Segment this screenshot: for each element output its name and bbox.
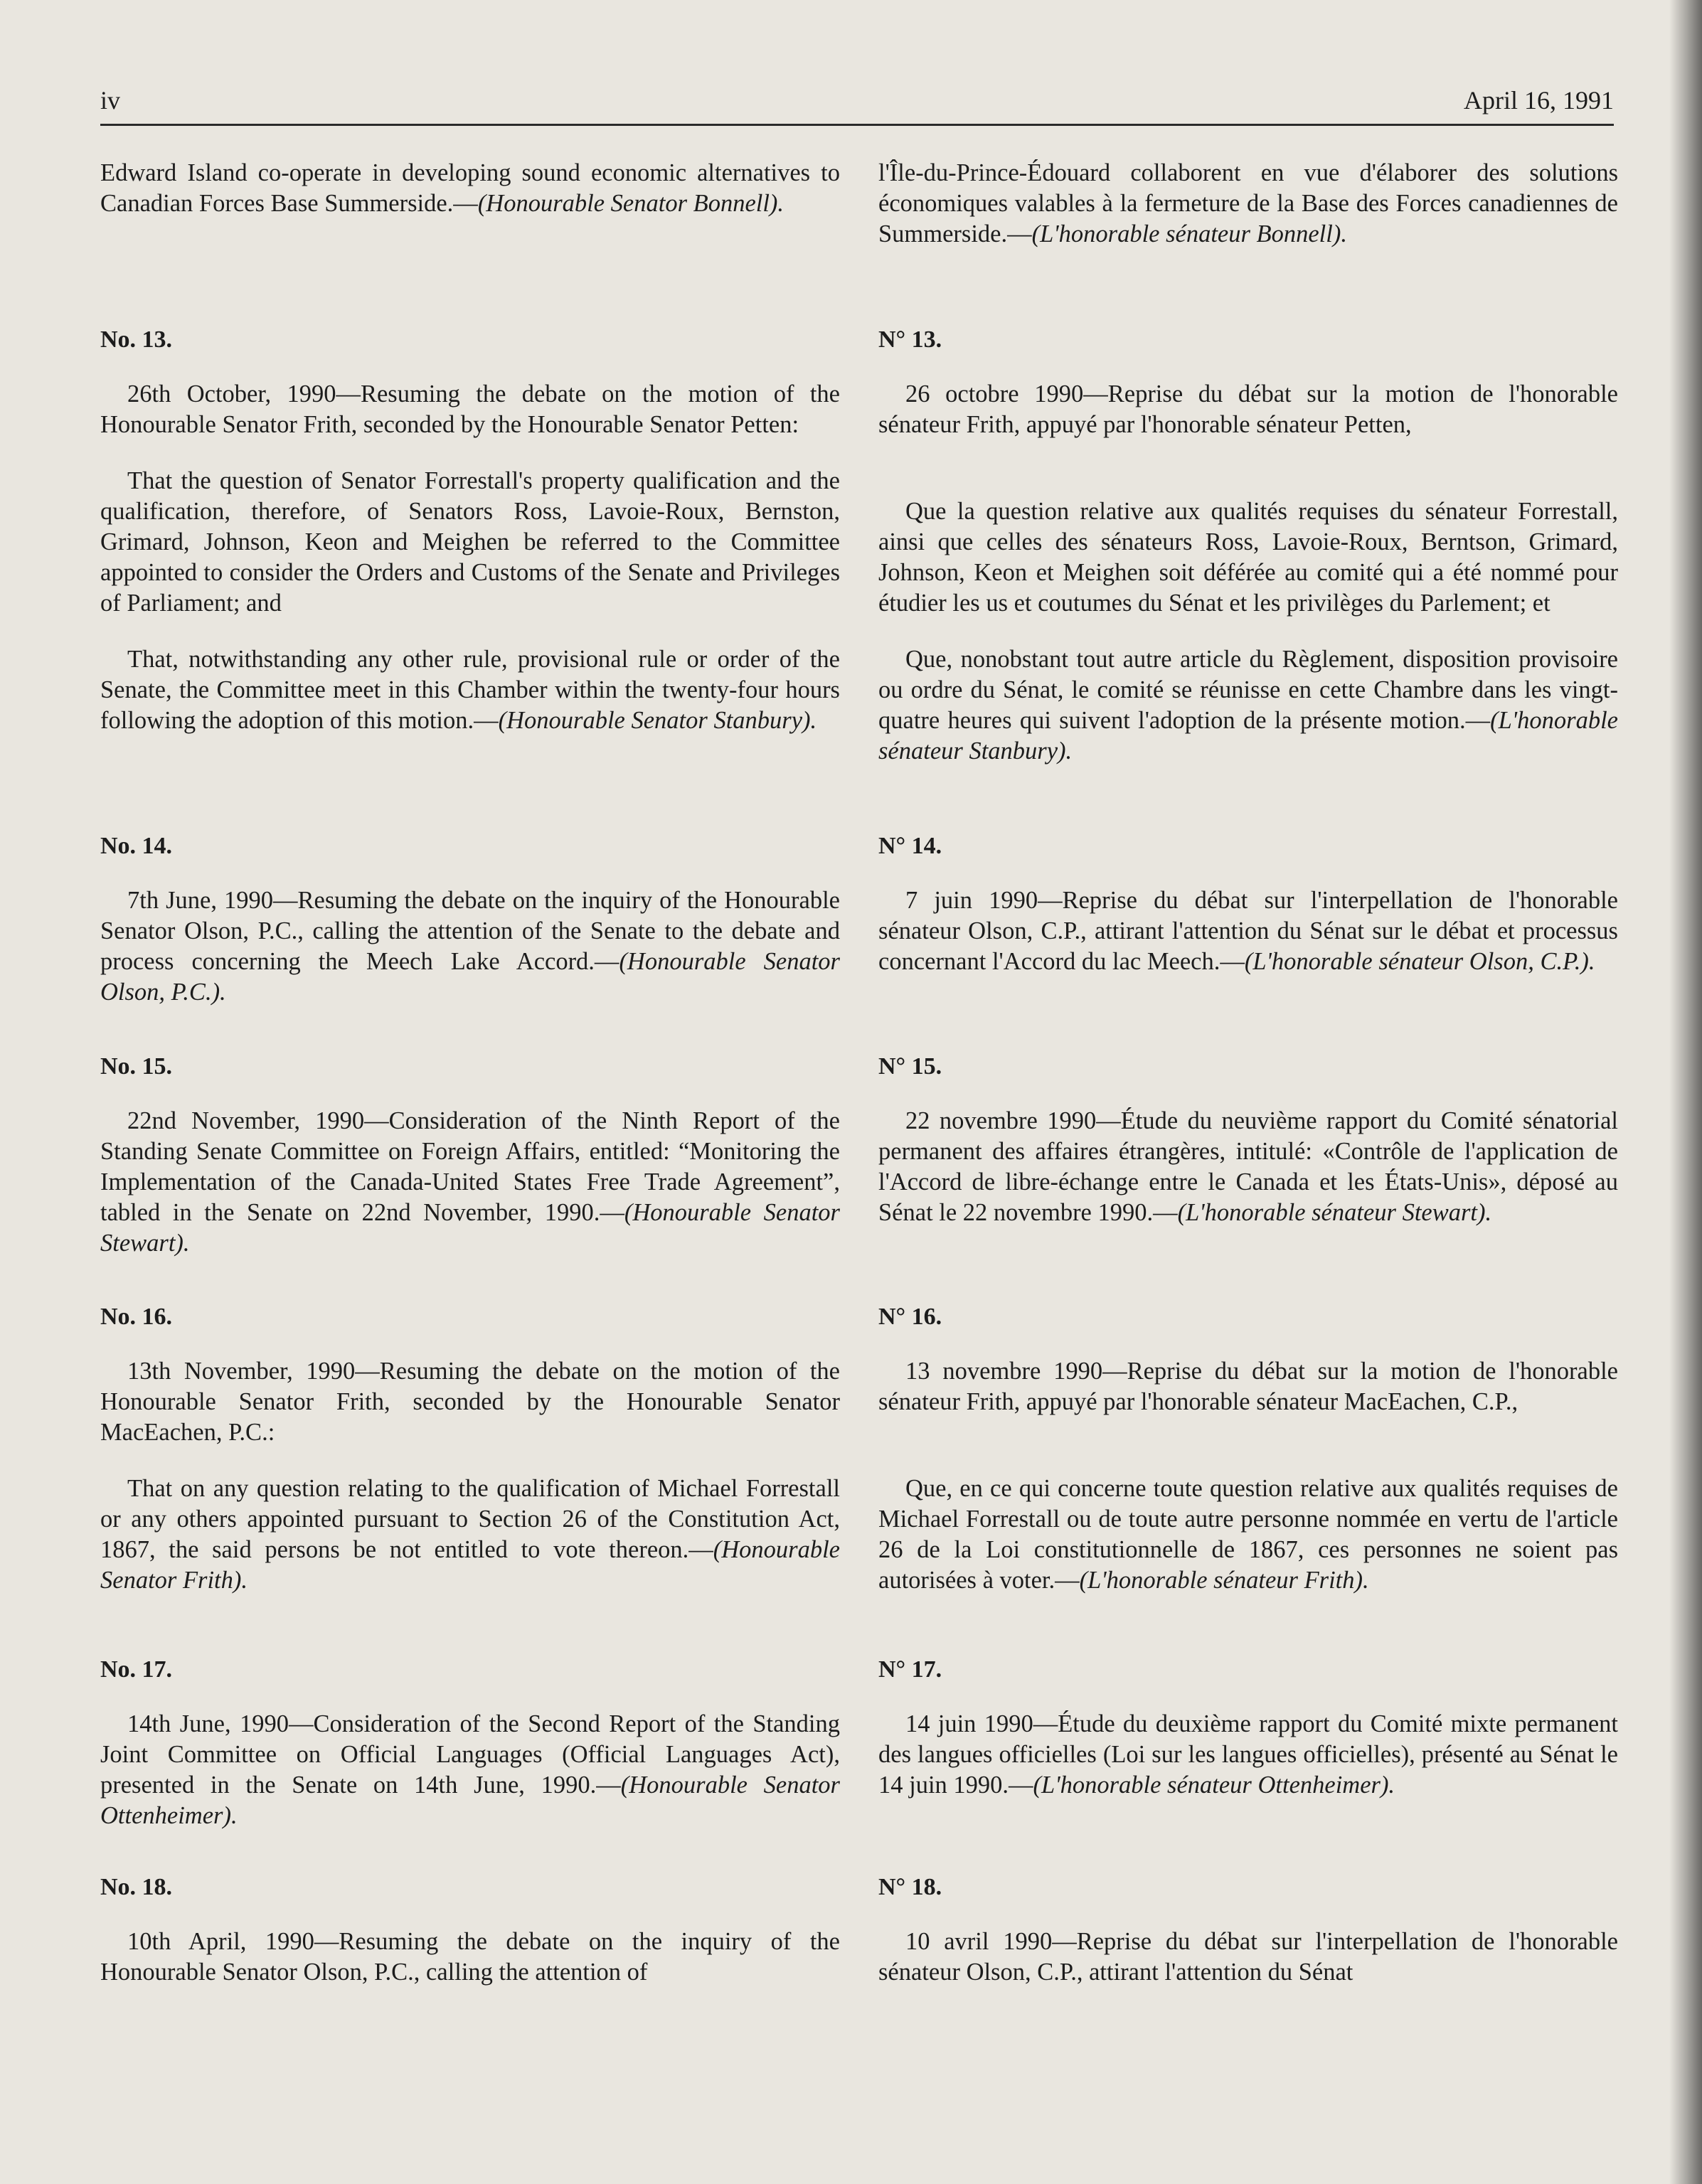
item-heading: No. 16. — [100, 1304, 173, 1330]
intro-attribution: (L'honorable sénateur Bonnell). — [1031, 220, 1347, 247]
page-header — [100, 80, 1614, 126]
binding-shadow — [1669, 0, 1702, 2184]
item-heading: No. 15. — [100, 1053, 173, 1080]
item-paragraph: Que la question relative aux qualités requises du sénateur Forrestall, ainsi que celles des sénateurs Ross, Lavoie-Roux, Berntson, Grimard, Johnson, Keon et Meighen soit déférée au comité qui a été nommé pour étudier les us et coutumes du Sénat et les privilèges du Parlement; et — [878, 498, 1618, 617]
item-paragraph: 10th April, 1990—Resuming the debate on the inquiry of the Honourable Senator Olson, P.C., calling the attention of — [100, 1928, 840, 1986]
item-paragraph: 7 juin 1990—Reprise du débat sur l'interpellation de l'honorable sénateur Olson, C.P., attirant l'attention du Sénat sur le débat et processus concernant l'Accord du lac Meech.—(L'honorable sénateur Olson, C.P.). — [878, 887, 1618, 975]
item-paragraph: 26 octobre 1990—Reprise du débat sur la motion de l'honorable sénateur Frith, appuyé par l'honorable sénateur Petten, — [878, 380, 1618, 438]
english-item-16 — [100, 1301, 840, 1616]
french-item-14 — [878, 831, 1618, 997]
item-paragraph: 7th June, 1990—Resuming the debate on the inquiry of the Honourable Senator Olson, P.C., calling the attention of the Senate to the debate and process concerning the Meech Lake Accord.—(Honourable Senator Olson, P.C.). — [100, 887, 840, 1006]
intro-attribution: (Honourable Senator Bonnell). — [477, 190, 784, 217]
english-item-15 — [100, 1051, 840, 1279]
french-intro — [878, 158, 1618, 250]
english-item-17 — [100, 1654, 840, 1851]
item-heading: N° 14. — [878, 833, 942, 859]
french-item-16 — [878, 1301, 1618, 1616]
french-item-18 — [878, 1872, 1618, 2008]
item-paragraph: 22nd November, 1990—Consideration of the Ninth Report of the Standing Senate Committee on Foreign Affairs, entitled: “Monitoring the Implementation of the Canada-United States Free Trade Agreement”, tabled in the Senate on 22nd November, 1990.—(Honourable Senator Stewart). — [100, 1107, 840, 1257]
item-paragraph: That the question of Senator Forrestall's property qualification and the qualification, therefore, of Senators Ross, Lavoie-Roux, Bernston, Grimard, Johnson, Keon and Meighen be referred to the Committee appointed to consider the Orders and Customs of the Senate and Privileges of Parliament; and — [100, 467, 840, 617]
item-heading: N° 13. — [878, 326, 942, 353]
item-paragraph: Que, en ce qui concerne toute question relative aux qualités requises de Michael Forrestall ou de toute autre personne nommée en vertu de l'article 26 de la Loi constitutionnelle de 1867, ces personnes ne soient pas autorisées à voter.—(L'honorable sénateur Frith). — [878, 1475, 1618, 1594]
item-paragraph: That on any question relating to the qualification of Michael Forrestall or any others appointed pursuant to Section 26 of the Constitution Act, 1867, the said persons be not entitled to vote thereon.—(Honourable Senator Frith). — [100, 1475, 840, 1594]
english-item-13 — [100, 324, 840, 756]
intro-text: l'Île-du-Prince-Édouard collaborent en vue d'élaborer des solutions économiques valables à la fermeture de la Base des Forces canadiennes de Summerside.— — [878, 159, 1618, 247]
item-paragraph: 14th June, 1990—Consideration of the Second Report of the Standing Joint Committee on Official Languages (Official Languages Act), presented in the Senate on 14th June, 1990.—(Honourable Senator Ottenheimer). — [100, 1710, 840, 1829]
english-item-18 — [100, 1872, 840, 2008]
item-heading: No. 17. — [100, 1656, 173, 1683]
item-paragraph: 26th October, 1990—Resuming the debate on the motion of the Honourable Senator Frith, seconded by the Honourable Senator Petten: — [100, 380, 840, 438]
item-paragraph: 13 novembre 1990—Reprise du débat sur la motion de l'honorable sénateur Frith, appuyé par l'honorable sénateur MacEachen, C.P., — [878, 1358, 1618, 1415]
page-date: April 16, 1991 — [1464, 86, 1614, 114]
item-paragraph: 13th November, 1990—Resuming the debate on the motion of the Honourable Senator Frith, seconded by the Honourable Senator MacEachen, P.C.: — [100, 1358, 840, 1446]
english-item-14 — [100, 831, 840, 1028]
item-heading: N° 17. — [878, 1656, 942, 1683]
item-paragraph: That, notwithstanding any other rule, provisional rule or order of the Senate, the Committee meet in this Chamber within the twenty-four hours following the adoption of this motion.—(Honourable Senator Stanbury). — [100, 646, 840, 734]
item-heading: No. 14. — [100, 833, 173, 859]
page-number: iv — [100, 86, 121, 114]
item-heading: N° 16. — [878, 1304, 942, 1330]
item-paragraph: 14 juin 1990—Étude du deuxième rapport du Comité mixte permanent des langues officielles (Loi sur les langues officielles), présenté au Sénat le 14 juin 1990.—(L'honorable sénateur Ottenheimer). — [878, 1710, 1618, 1799]
item-heading: N° 15. — [878, 1053, 942, 1080]
item-heading: N° 18. — [878, 1874, 942, 1900]
item-heading: No. 18. — [100, 1874, 173, 1900]
french-item-15 — [878, 1051, 1618, 1248]
item-paragraph: 22 novembre 1990—Étude du neuvième rapport du Comité sénatorial permanent des affaires étrangères, intitulé: «Contrôle de l'application de l'Accord de libre-échange entre le Canada et les États-Unis», déposé au Sénat le 22 novembre 1990.—(L'honorable sénateur Stewart). — [878, 1107, 1618, 1226]
item-paragraph: 10 avril 1990—Reprise du débat sur l'interpellation de l'honorable sénateur Olson, C.P., attirant l'attention du Sénat — [878, 1928, 1618, 1986]
french-item-17 — [878, 1654, 1618, 1821]
english-intro — [100, 158, 840, 219]
item-heading: No. 13. — [100, 326, 173, 353]
item-paragraph: Que, nonobstant tout autre article du Règlement, disposition provisoire ou ordre du Sénat, le comité se réunisse en cette Chambre dans les vingt-quatre heures qui suivent l'adoption de la présente motion.—(L'honorable sénateur Stanbury). — [878, 646, 1618, 765]
intro-text: Edward Island co-operate in developing sound economic alternatives to Canadian Forces Base Summerside.— — [100, 159, 840, 217]
french-item-13 — [878, 324, 1618, 787]
